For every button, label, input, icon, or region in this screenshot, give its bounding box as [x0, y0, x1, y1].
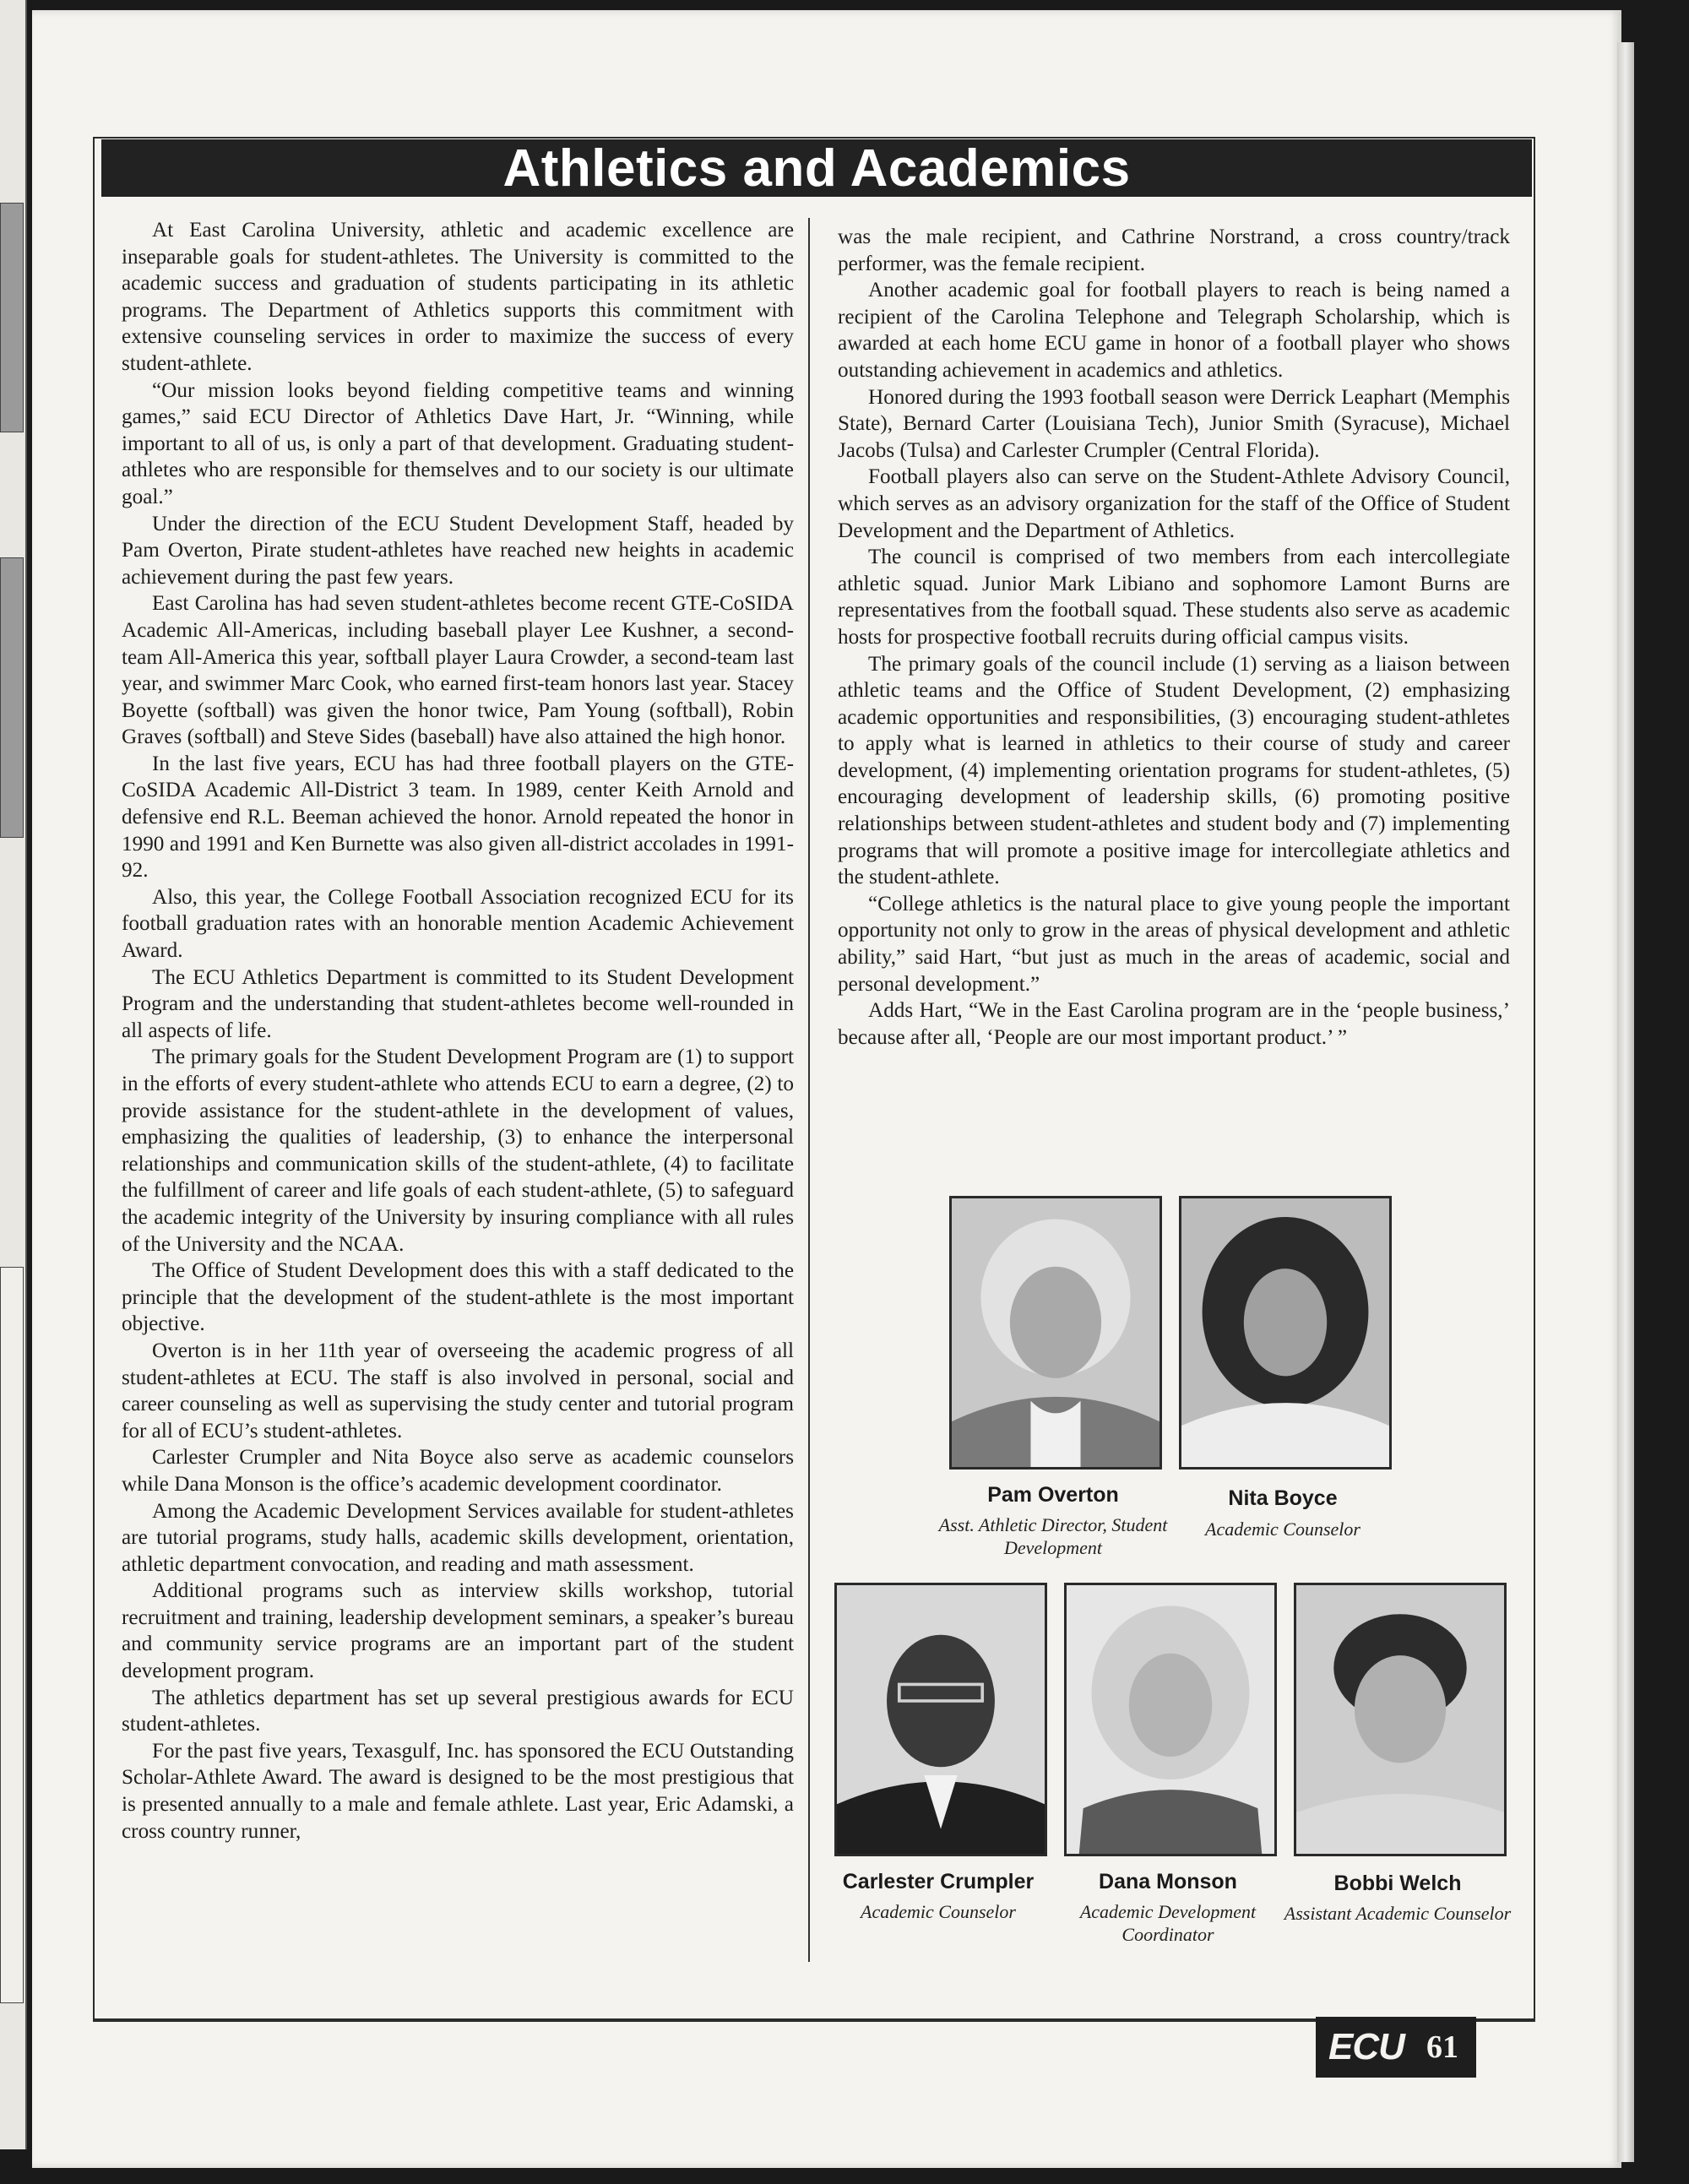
paragraph: Another academic goal for football players to reach is being named a recipient of the Carolina Telephone and Telegraph Scholarship, which is awarded at each home ECU game in honor of a football player who shows outstanding achievement in academics and athletics.	[838, 279, 1510, 382]
paragraph: Adds Hart, “We in the East Carolina program are in the ‘people business,’ because after all, ‘People are our most important product.’ ”	[838, 999, 1510, 1049]
paragraph: Honored during the 1993 football season were Derrick Leaphart (Memphis State), Bernard Carter (Louisiana Tech), Junior Smith (Syracuse), Michael Jacobs (Tulsa) and Carlester Crumpler (Central Florida).	[838, 385, 1510, 462]
page-number: 61	[1426, 2029, 1458, 2065]
paragraph: The Office of Student Development does this with a staff dedicated to the principle that the development of the student-athlete is the most important objective.	[122, 1259, 794, 1336]
staff-name: Dana Monson	[1099, 1870, 1237, 1893]
portrait-woman-blonde	[952, 1198, 1159, 1467]
paragraph: The primary goals of the council include (1) serving as a liaison between athletic teams and the Office of Student Development, (2) emphasizing academic opportunities and responsibilities, (3) encouraging student-athletes to apply what is learned in athletics to their course of study and career development, (4) implementing orientation programs for student-athletes, (5) encouraging development of leadership skills, (6) promoting positive relationships between student-athletes and student body and (7) implementing programs that will promote a positive image for intercollegiate athletics and the student-athlete.	[838, 652, 1510, 889]
left-column	[122, 217, 794, 1844]
portrait-woman-curly-hair	[1296, 1585, 1504, 1854]
paragraph: For the past five years, Texasgulf, Inc. has sponsored the ECU Outstanding Scholar-Athlete Award. The award is designed to be the most prestigious that is presented annually to a male and female athlete. Last year, Eric Adamski, a cross country runner,	[122, 1739, 794, 1843]
staff-role: Academic Development Coordinator	[1079, 1901, 1257, 1945]
paragraph: Also, this year, the College Football Association recognized ECU for its football graduation rates with an honorable mention Academic Achievement Award.	[122, 885, 794, 963]
paragraph: The ECU Athletics Department is committed to its Student Development Program and the understanding that student-athletes become well-rounded in all aspects of life.	[122, 965, 794, 1042]
staff-photo	[1064, 1583, 1277, 1856]
staff-role: Assistant Academic Counselor	[1284, 1903, 1512, 1924]
paragraph: was the male recipient, and Cathrine Norstrand, a cross country/track performer, was the female recipient.	[838, 225, 1510, 275]
staff-name: Bobbi Welch	[1333, 1872, 1462, 1895]
staff-photo	[949, 1196, 1162, 1470]
portrait-woman-light-hair	[1067, 1585, 1274, 1854]
portrait-woman-dark-hair	[1181, 1198, 1389, 1467]
staff-name: Pam Overton	[987, 1483, 1119, 1507]
paragraph: Football players also can serve on the Student-Athlete Advisory Council, which serves as an advisory organization for the staff of the Office of Student Development and the Department of Athletics.	[838, 465, 1510, 542]
paragraph: The athletics department has set up several prestigious awards for ECU student-athletes.	[122, 1686, 794, 1736]
footer-badge	[1316, 2017, 1476, 2078]
paragraph: Among the Academic Development Services available for student-athletes are tutorial programs, study halls, academic skills development, orientation, athletic department convocation, and reading and math assessment.	[122, 1499, 794, 1576]
paragraph: At East Carolina University, athletic and academic excellence are inseparable goals for student-athletes. The University is committed to the academic success and graduation of students participating in its athletic programs. The Department of Athletics supports this commitment with extensive counseling services in order to maximize the success of every student-athlete.	[122, 219, 794, 375]
column-divider	[808, 218, 810, 1962]
page-title: Athletics and Academics	[502, 139, 1131, 198]
previous-page-photo	[0, 557, 24, 838]
paragraph: The council is comprised of two members from each intercollegiate athletic squad. Junior Mark Libiano and sophomore Lamont Burns are representatives from the football squad. These students also serve as academic hosts for prospective football recruits during official campus visits.	[838, 546, 1510, 649]
previous-page-photo	[0, 203, 24, 432]
staff-name: Carlester Crumpler	[842, 1870, 1035, 1893]
previous-page-edge	[0, 0, 27, 2149]
paragraph: “Our mission looks beyond fielding competitive teams and winning games,” said ECU Director of Athletics Dave Hart, Jr. “Winning, while important to all of us, is only a part of that development. Graduating student-athletes who are responsible for themselves and to our society is our ultimate goal.”	[122, 378, 794, 508]
staff-role: Academic Counselor	[861, 1901, 1016, 1922]
paragraph: Overton is in her 11th year of overseeing the academic progress of all student-athletes at ECU. The staff is also involved in personal, social and career counseling as well as supervising the study center and tutorial program for all of ECU’s student-athletes.	[122, 1339, 794, 1442]
paragraph: The primary goals for the Student Development Program are (1) to support in the efforts of every student-athlete who attends ECU to earn a degree, (2) to provide assistance for the student-athlete in the development of values, emphasizing the qualities of leadership, (3) to enhance the interpersonal relationships and communication skills of the student-athlete, (4) to facilitate the fulfillment of career and life goals of each student-athlete, (5) to safeguard the academic integrity of the University by insuring compliance with all rules of the University and the NCAA.	[122, 1046, 794, 1256]
right-column	[838, 224, 1510, 1051]
title-banner	[101, 139, 1532, 197]
paragraph: Carlester Crumpler and Nita Boyce also serve as academic counselors while Dana Monson is the office’s academic development coordinator.	[122, 1446, 794, 1496]
paragraph: In the last five years, ECU has had three football players on the GTE-CoSIDA Academic All-District 3 team. In 1989, center Keith Arnold and defensive end R.L. Beeman achieved the honor. Arnold repeated the honor in 1990 and 1991 and Ken Burnette was also given all-district accolades in 1991-92.	[122, 752, 794, 883]
previous-page-box	[0, 1267, 24, 2003]
ecu-logo: ECU	[1328, 2026, 1404, 2067]
paragraph: “College athletics is the natural place to give young people the important opportunity not only to grow in the areas of physical development and athletic ability,” said Hart, “but just as much in the areas of academic, social and personal development.”	[838, 892, 1510, 996]
staff-name: Nita Boyce	[1228, 1486, 1338, 1510]
portrait-man-glasses	[837, 1585, 1045, 1854]
staff-photo	[1294, 1583, 1507, 1856]
paragraph: Additional programs such as interview skills workshop, tutorial recruitment and training, leadership development seminars, a speaker’s bureau and community service programs are an important part of the student development program.	[122, 1579, 794, 1683]
paragraph: Under the direction of the ECU Student Development Staff, headed by Pam Overton, Pirate student-athletes have reached new heights in academic achievement during the past few years.	[122, 512, 794, 589]
paragraph: East Carolina has had seven student-athletes become recent GTE-CoSIDA Academic All-Americas, including baseball player Lee Kushner, a second-team All-America this year, softball player Laura Crowder, a second-team last year, and swimmer Marc Cook, who earned first-team honors last year. Stacey Boyette (softball) was given the honor twice, Pam Young (softball), Robin Graves (softball) and Steve Sides (baseball) have also attained the high honor.	[122, 592, 794, 749]
staff-photo	[834, 1583, 1047, 1856]
staff-role: Asst. Athletic Director, Student Development	[938, 1514, 1168, 1558]
staff-photo	[1179, 1196, 1392, 1470]
page-stack-edge	[1617, 42, 1634, 2162]
staff-role: Academic Counselor	[1205, 1518, 1360, 1540]
